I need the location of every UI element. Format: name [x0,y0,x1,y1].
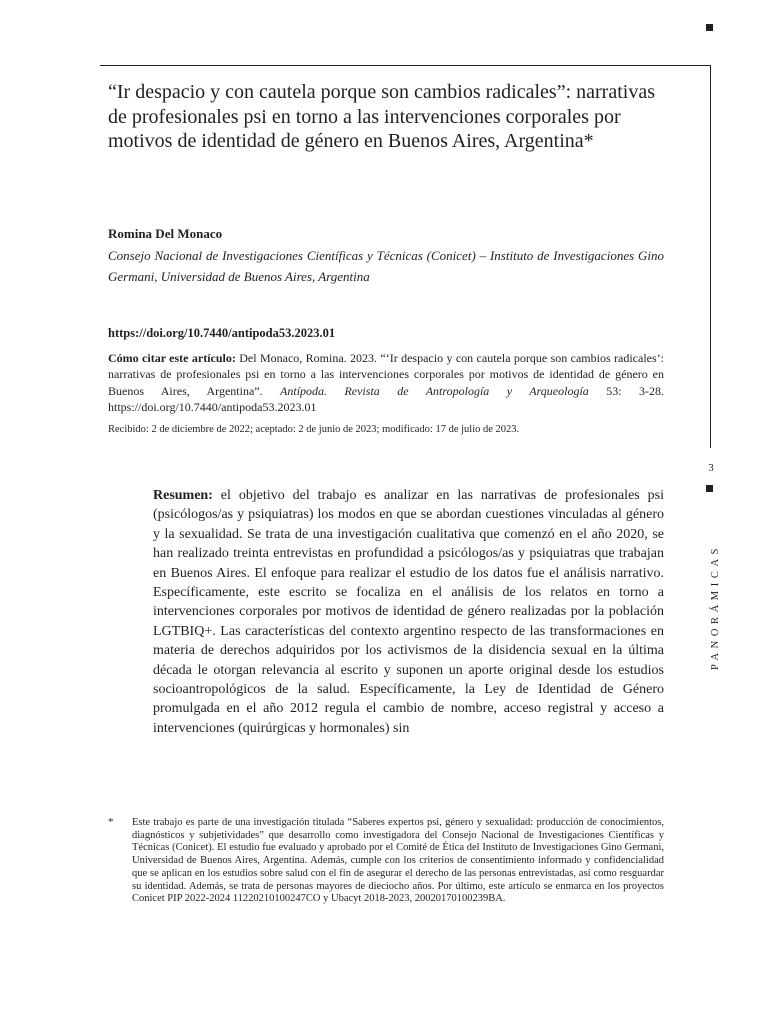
received-dates: Recibido: 2 de diciembre de 2022; aceptado: 2 de junio de 2023; modificado: 17 de julio de 2023. [108,424,520,435]
page-number: 3 [708,462,714,474]
citation-label: Cómo citar este artículo: [108,351,236,365]
corner-square-mark [706,24,713,31]
citation-pages-doi: 53: 3-28. https://doi.org/10.7440/antipoda53.2023.01 [108,383,664,414]
footnote-text: Este trabajo es parte de una investigación titulada “Saberes expertos psi, género y sexualidad: producción de conocimientos, diagnósticos y subjetividades” que desarrollo como investigadora del Consejo Nacional de Investigaciones Científicas y Técnicas (Conicet). El estudio fue evaluado y aprobado por el Comité de Ética del Instituto de Investigaciones Gino Germani, Universidad de Buenos Aires, Argentina. Además, cumple con los criterios de consentimiento informado y confidencialidad que se aplican en los estudios sobre salud con el fin de asegurar el derecho de las personas entrevistadas, así como resguardar su identidad. Además, se trata de personas mayores de dieciocho años. Por último, este artículo se enmarca en los proyectos Conicet PIP 2022-2024 11220210100247CO y Ubacyt 2018-2023, 20020170100239BA. [132,817,664,905]
abstract-text: el objetivo del trabajo es analizar en las narrativas de profesionales psi (psicólogos/as y psiquiatras) los modos en que se abordan cuestiones vinculadas al género y la sexualidad. Se trata de una investigación cualitativa que comenzó en el año 2020, se han realizado treinta entrevistas en profundidad a psicólogos/as y psiquiatras que trabajan en Buenos Aires. El enfoque para realizar el estudio de los datos fue el análisis narrativo. Específicamente, este escrito se focaliza en el análisis de los relatos en torno a intervenciones corporales por motivos de identidad de género realizadas por la población LGTBIQ+. Las características del contexto argentino respecto de las transformaciones en materia de derechos adquiridos por los activismos de la disidencia sexual en la última década le otorgan relevancia al escrito y suponen un aporte original desde los estudios socioantropológicos de la salud. Específicamente, la Ley de Identidad de Género promulgada en el año 2012 regula el cambio de nombre, acceso registral y acceso a intervenciones (quirúrgicas y hormonales) sin [153,488,664,736]
section-square-mark [706,485,713,492]
author-name: Romina Del Monaco [108,226,223,241]
section-label: PANORÁMICAS [710,543,721,670]
header-rule [100,65,711,66]
margin-rule [710,65,711,448]
citation-block [108,350,664,415]
citation-text: Del Monaco, Romina. 2023. “‘Ir despacio y con cautela porque son cambios radicales’: narrativas de profesionales psi en torno a las intervenciones corporales por motivos de identidad de género en Buenos Aires, Argentina”. [108,351,664,398]
abstract [153,486,664,738]
citation-journal: Antípoda. Revista de Antropología y Arqueología [280,383,589,398]
article-title: “Ir despacio y con cautela porque son cambios radicales”: narrativas de profesionales psi en torno a las intervenciones corporales por motivos de identidad de género en Buenos Aires, Argentina* [108,81,655,152]
footnote-marker: * [108,816,114,828]
abstract-label: Resumen: [153,488,213,503]
doi-link[interactable]: https://doi.org/10.7440/antipoda53.2023.01 [108,326,336,340]
author-affiliation: Consejo Nacional de Investigaciones Científicas y Técnicas (Conicet) – Instituto de Investigaciones Gino Germani, Universidad de Buenos Aires, Argentina [108,248,664,284]
